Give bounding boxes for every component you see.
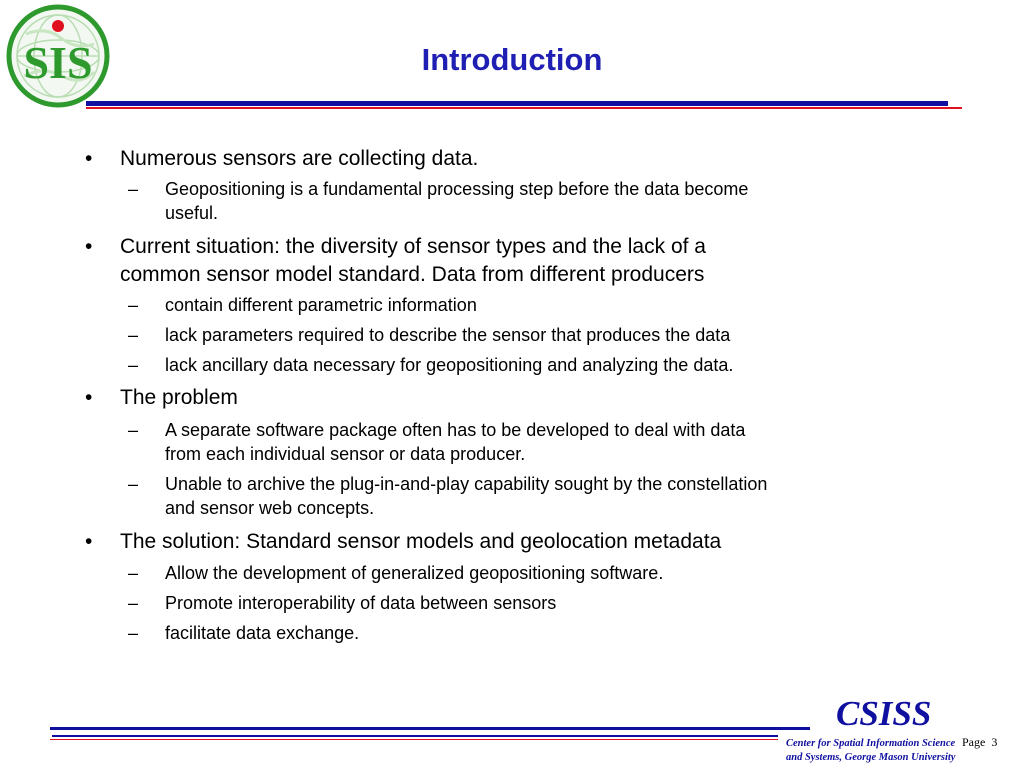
sub-dash: – bbox=[128, 593, 139, 613]
sub-bullet-text: from each individual sensor or data producer. bbox=[165, 444, 526, 464]
header-rule-red bbox=[86, 107, 962, 109]
sub-bullet-text: Geopositioning is a fundamental processing step before the data become bbox=[165, 179, 749, 199]
bullet-text: Current situation: the diversity of sensor types and the lack of a bbox=[120, 235, 706, 258]
bullet-dot: • bbox=[85, 235, 93, 258]
sub-bullet-text: Unable to archive the plug-in-and-play capability sought by the constellation bbox=[165, 474, 768, 494]
sub-bullet-text: Promote interoperability of data between sensors bbox=[165, 593, 557, 613]
sub-bullet-text: useful. bbox=[165, 203, 219, 223]
sub-bullet-text: contain different parametric information bbox=[165, 295, 477, 315]
sub-dash: – bbox=[128, 474, 139, 494]
bullet-text: The solution: Standard sensor models and geolocation metadata bbox=[120, 530, 722, 553]
bullet-dot: • bbox=[85, 530, 93, 553]
sub-bullet-text: and sensor web concepts. bbox=[165, 498, 375, 518]
sub-bullet-text: lack parameters required to describe the sensor that produces the data bbox=[165, 325, 731, 345]
footer-rule-blue bbox=[50, 727, 810, 730]
bullet-dot: • bbox=[85, 147, 93, 170]
sub-bullet-text: A separate software package often has to be developed to deal with data bbox=[165, 420, 746, 440]
sub-dash: – bbox=[128, 623, 139, 643]
bullet-text: Numerous sensors are collecting data. bbox=[120, 147, 479, 170]
bullet-text: common sensor model standard. Data from different producers bbox=[120, 263, 705, 286]
sub-dash: – bbox=[128, 179, 139, 199]
logo-text: SIS bbox=[23, 37, 93, 88]
sub-bullet-text: lack ancillary data necessary for geopositioning and analyzing the data. bbox=[165, 355, 734, 375]
csiss-brand: CSISS bbox=[836, 694, 932, 733]
footer-rule-blue-thin bbox=[52, 735, 778, 737]
page-label: Page bbox=[962, 735, 986, 749]
sub-bullet-text: facilitate data exchange. bbox=[165, 623, 360, 643]
page-value: 3 bbox=[991, 735, 998, 749]
sub-dash: – bbox=[128, 420, 139, 440]
center-name-line1: Center for Spatial Information Science bbox=[786, 738, 956, 749]
sub-dash: – bbox=[128, 355, 139, 375]
sub-dash: – bbox=[128, 325, 139, 345]
center-name-line2: and Systems, George Mason University bbox=[786, 752, 956, 763]
sub-bullet-text: Allow the development of generalized geopositioning software. bbox=[165, 563, 664, 583]
sub-dash: – bbox=[128, 563, 139, 583]
sub-dash: – bbox=[128, 295, 139, 315]
slide-title: Introduction bbox=[421, 42, 603, 77]
bullet-text: The problem bbox=[120, 386, 238, 409]
footer-rule-red bbox=[50, 739, 778, 740]
bullet-dot: • bbox=[85, 386, 93, 409]
header-rule-blue bbox=[86, 101, 948, 106]
page-number bbox=[962, 735, 997, 750]
